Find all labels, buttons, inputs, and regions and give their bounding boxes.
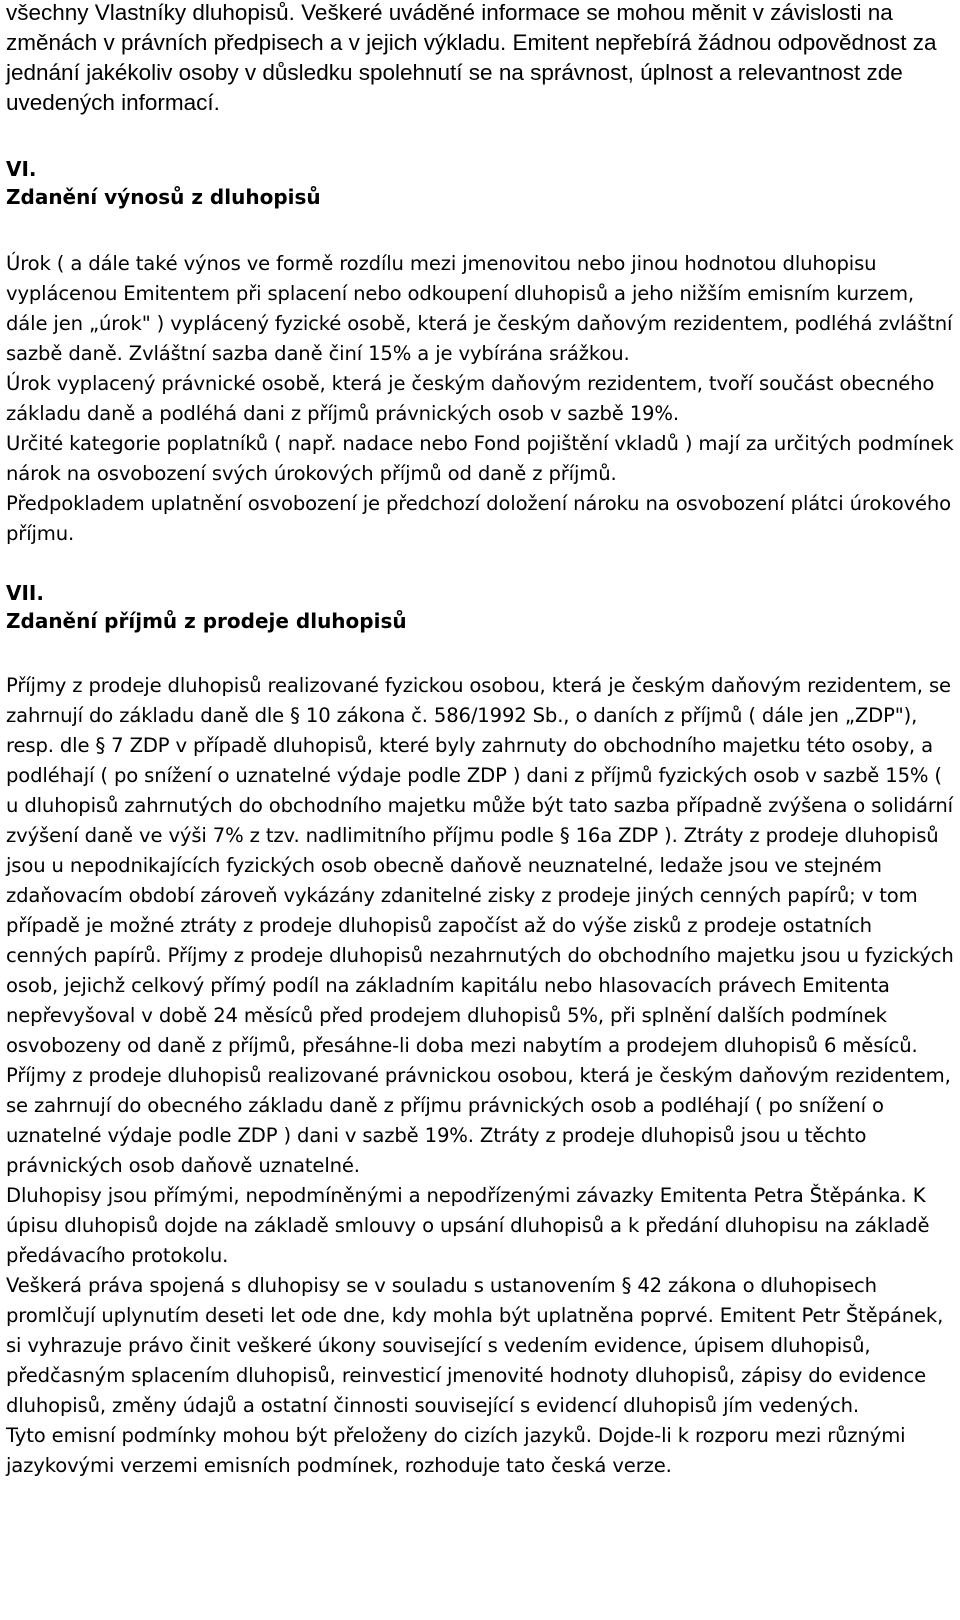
section-vi [6, 155, 956, 549]
section-number: VI. [6, 157, 37, 181]
section-vii [6, 579, 956, 1481]
paragraph: Předpokladem uplatnění osvobození je předchozí doložení nároku na osvobození plátci úrokového příjmu. [6, 492, 952, 545]
paragraph: Dluhopisy jsou přímými, nepodmíněnými a nepodřízenými závazky Emitenta Petra Štěpánka. K úpisu dluhopisů dojde na základě smlouvy o upsání dluhopisů a k předání dluhopisu na základě předávacího protokolu. [6, 1184, 930, 1267]
paragraph: Veškerá práva spojená s dluhopisy se v souladu s ustanovením § 42 zákona o dluhopisech promlčují uplynutím deseti let ode dne, kdy mohla být uplatněna poprvé. Emitent Petr Štěpánek, si vyhrazuje právo činit veškeré úkony související s vedením evidence, úpisem dluhopisů, předčasným splacením dluhopisů, reinvesticí jmenovité hodnoty dluhopisů, zápisy do evidence dluhopisů, změny údajů a ostatní činnosti související s evidencí dluhopisů jím vedených. [6, 1274, 944, 1417]
section-title: Zdanění příjmů z prodeje dluhopisů [6, 609, 407, 633]
paragraph: Úrok vyplacený právnické osobě, která je českým daňovým rezidentem, tvoří součást obecného základu daně a podléhá dani z příjmů právnických osob v sazbě 19%. [6, 372, 935, 425]
section-number: VII. [6, 581, 44, 605]
paragraph: Úrok ( a dále také výnos ve formě rozdílu mezi jmenovitou nebo jinou hodnotou dluhopisu vyplácenou Emitentem při splacení nebo odkoupení dluhopisů a jeho nižším emisním kurzem, dále jen „úrok" ) vyplácený fyzické osobě, která je českým daňovým rezidentem, podléhá zvláštní sazbě daně. Zvláštní sazba daně činí 15% a je vybírána srážkou. [6, 252, 953, 365]
paragraph: Tyto emisní podmínky mohou být přeloženy do cizích jazyků. Dojde-li k rozporu mezi různými jazykovými verzemi emisních podmínek, rozhoduje tato česká verze. [6, 1424, 906, 1477]
section-title: Zdanění výnosů z dluhopisů [6, 185, 321, 209]
paragraph: Příjmy z prodeje dluhopisů realizované právnickou osobou, která je českým daňovým rezidentem, se zahrnují do obecného základu daně z příjmu právnických osob a podléhají ( po snížení o uznatelné výdaje podle ZDP ) dani v sazbě 19%. Ztráty z prodeje dluhopisů jsou u těchto právnických osob daňově uznatelné. [6, 1064, 951, 1177]
document-page [6, 0, 956, 1481]
paragraph: Příjmy z prodeje dluhopisů realizované fyzickou osobou, která je českým daňovým rezidentem, se zahrnují do základu daně dle § 10 zákona č. 586/1992 Sb., o daních z příjmů ( dále jen „ZDP"), resp. dle § 7 ZDP v případě dluhopisů, které byly zahrnuty do obchodního majetku této osoby, a podléhají ( po snížení o uznatelné výdaje podle ZDP ) dani z příjmů fyzických osob v sazbě 15% ( u dluhopisů zahrnutých do obchodního majetku může být tato sazba případně zvýšena o solidární zvýšení daně ve výši 7% z tzv. nadlimitního příjmu podle § 16a ZDP ). Ztráty z prodeje dluhopisů jsou u nepodnikajících fyzických osob obecně daňově neuznatelné, ledaže jsou ve stejném zdaňovacím období zároveň vykázány zdanitelné zisky z prodeje jiných cenných papírů; v tom případě je možné ztráty z prodeje dluhopisů započíst až do výše zisků z prodeje ostatních cenných papírů. Příjmy z prodeje dluhopisů nezahrnutých do obchodního majetku jsou u fyzických osob, jejichž celkový přímý podíl na základním kapitálu nebo hlasovacích právech Emitenta nepřevyšoval v době 24 měsíců před prodejem dluhopisů 5%, při splnění dalších podmínek osvobozeny od daně z příjmů, přesáhne-li doba mezi nabytím a prodejem dluhopisů 6 měsíců. [6, 674, 954, 1057]
intro-paragraph: všechny Vlastníky dluhopisů. Veškeré uváděné informace se mohou měnit v závislosti na změnách v právních předpisech a v jejich výkladu. Emitent nepřebírá žádnou odpovědnost za jednání jakékoliv osoby v důsledku spolehnutí se na správnost, úplnost a relevantnost zde uvedených informací. [6, 0, 937, 115]
paragraph: Určité kategorie poplatníků ( např. nadace nebo Fond pojištění vkladů ) mají za určitých podmínek nárok na osvobození svých úrokových příjmů od daně z příjmů. [6, 432, 954, 485]
